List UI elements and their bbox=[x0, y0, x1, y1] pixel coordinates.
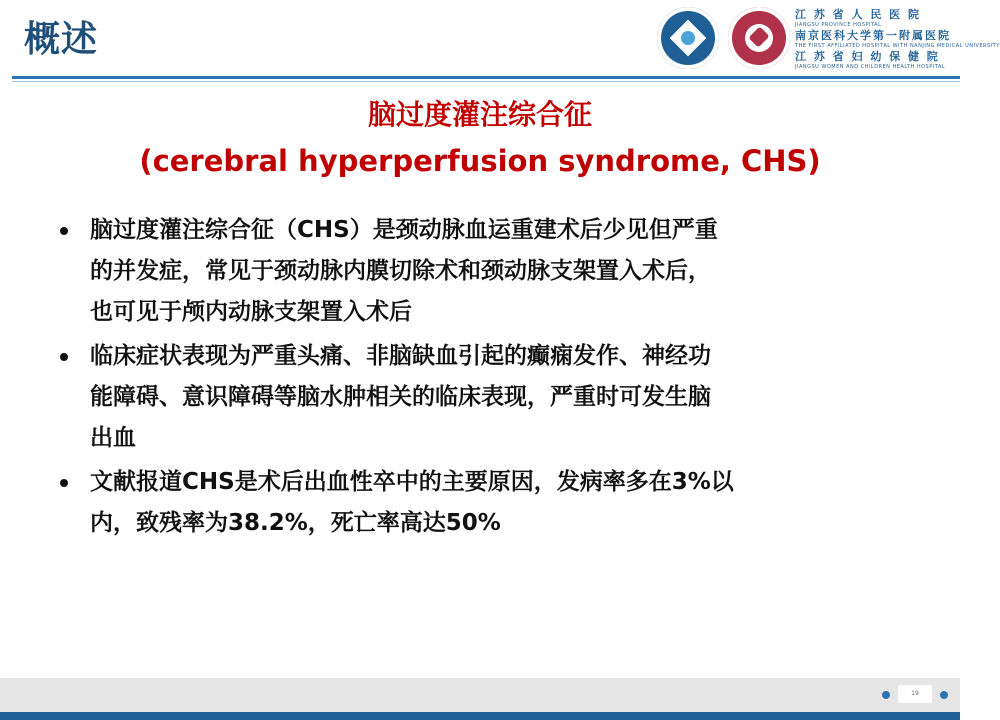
bullet-line: 能障碍、意识障碍等脑水肿相关的临床表现，严重时可发生脑 bbox=[90, 384, 711, 410]
logo-emblem-core bbox=[681, 31, 695, 45]
bullet-line: 也可见于颅内动脉支架置入术后 bbox=[90, 299, 412, 325]
slide-title: 概述 bbox=[24, 19, 99, 60]
bullet-list bbox=[60, 210, 900, 547]
bullet-line: 临床症状表现为严重头痛、非脑缺血引起的癫痫发作、神经功 bbox=[90, 343, 711, 369]
footer-dot-icon bbox=[940, 691, 948, 699]
bullet-line: 内，致残率为38.2%，死亡率高达50% bbox=[90, 510, 501, 536]
heading-english: (cerebral hyperperfusion syndrome, CHS) bbox=[139, 144, 821, 178]
bullet-item bbox=[60, 336, 900, 459]
hospital-name-3-en: JIANGSU WOMEN AND CHILDREN HEALTH HOSPITAL bbox=[795, 64, 946, 70]
title-divider-thin bbox=[12, 81, 960, 82]
bullet-item bbox=[60, 462, 900, 544]
hospital-name-3: 江 苏 省 妇 幼 保 健 院 bbox=[795, 50, 940, 63]
title-divider bbox=[12, 76, 960, 79]
bullet-line: 出血 bbox=[90, 425, 136, 451]
hospital-logo-red bbox=[728, 7, 790, 69]
page-number: 19 bbox=[898, 685, 932, 703]
hospital-name-1: 江 苏 省 人 民 医 院 bbox=[795, 8, 921, 21]
bullet-dot-icon bbox=[60, 353, 68, 361]
footer-dot-icon bbox=[882, 691, 890, 699]
footer-band bbox=[0, 678, 960, 712]
bullet-item bbox=[60, 210, 900, 333]
bullet-line: 的并发症，常见于颈动脉内膜切除术和颈动脉支架置入术后， bbox=[90, 258, 711, 284]
bullet-dot-icon bbox=[60, 479, 68, 487]
bullet-line: 文献报道CHS是术后出血性卒中的主要原因，发病率多在3%以 bbox=[90, 469, 734, 495]
hospital-logo-blue bbox=[657, 7, 719, 69]
hospital-name-2-en: THE FIRST AFFILIATED HOSPITAL WITH NANJING MEDICAL UNIVERSITY bbox=[795, 43, 1000, 49]
heading-chinese: 脑过度灌注综合征 bbox=[367, 98, 592, 131]
hospital-names bbox=[795, 8, 1000, 70]
hospital-name-2: 南京医科大学第一附属医院 bbox=[795, 29, 951, 42]
bullet-line: 脑过度灌注综合征（CHS）是颈动脉血运重建术后少见但严重 bbox=[90, 217, 718, 243]
footer-bar bbox=[0, 712, 960, 720]
hospital-name-1-en: JIANGSU PROVINCE HOSPITAL bbox=[795, 22, 882, 28]
bullet-dot-icon bbox=[60, 227, 68, 235]
